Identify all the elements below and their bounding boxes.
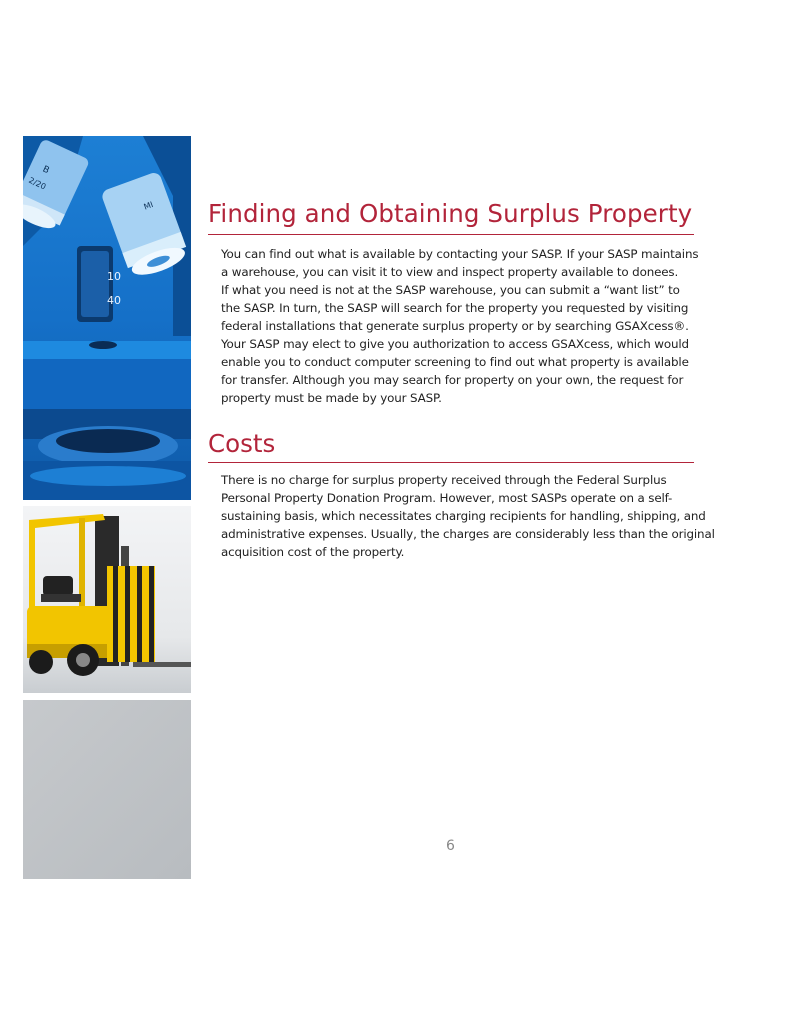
- text-line: federal installations that generate surplus property or by searching GSAXcess®.: [221, 319, 689, 333]
- forklift-illustration: [23, 506, 191, 693]
- paragraph-costs: [221, 471, 715, 561]
- section-title-finding: Finding and Obtaining Surplus Property: [208, 199, 693, 228]
- lens-label-b: B: [40, 164, 51, 177]
- paragraph-finding: [221, 245, 699, 407]
- text-line: administrative expenses. Usually, the charges are considerably less than the original: [221, 527, 715, 541]
- lens-label-mag-left: 2/20: [27, 175, 48, 192]
- page-number: 6: [446, 838, 455, 854]
- lens-label-40: 40: [107, 294, 121, 307]
- forklift-photo: [23, 506, 191, 693]
- section-rule-finding: [208, 234, 694, 235]
- section-title-costs: Costs: [208, 429, 276, 458]
- gray-panel: [23, 700, 191, 879]
- text-line: sustaining basis, which necessitates charging recipients for handling, shipping, and: [221, 509, 706, 523]
- lens-label-10: 10: [107, 270, 121, 283]
- microscope-photo: [23, 136, 191, 500]
- text-line: Personal Property Donation Program. However, most SASPs operate on a self-: [221, 491, 673, 505]
- text-line: property must be made by your SASP.: [221, 391, 442, 405]
- text-line: There is no charge for surplus property received through the Federal Surplus: [221, 473, 667, 487]
- text-line: enable you to conduct computer screening to find out what property is available: [221, 355, 689, 369]
- text-line: Your SASP may elect to give you authorization to access GSAXcess, which would: [221, 337, 689, 351]
- text-line: You can find out what is available by contacting your SASP. If your SASP maintains: [221, 247, 699, 261]
- text-line: the SASP. In turn, the SASP will search for the property you requested by visiting: [221, 301, 689, 315]
- lens-label-mi: MI: [142, 200, 155, 212]
- microscope-illustration: [23, 136, 191, 500]
- text-line: If what you need is not at the SASP warehouse, you can submit a “want list” to: [221, 283, 680, 297]
- text-line: for transfer. Although you may search for property on your own, the request for: [221, 373, 684, 387]
- text-line: acquisition cost of the property.: [221, 545, 405, 559]
- text-line: a warehouse, you can visit it to view and inspect property available to donees.: [221, 265, 679, 279]
- section-rule-costs: [208, 462, 694, 463]
